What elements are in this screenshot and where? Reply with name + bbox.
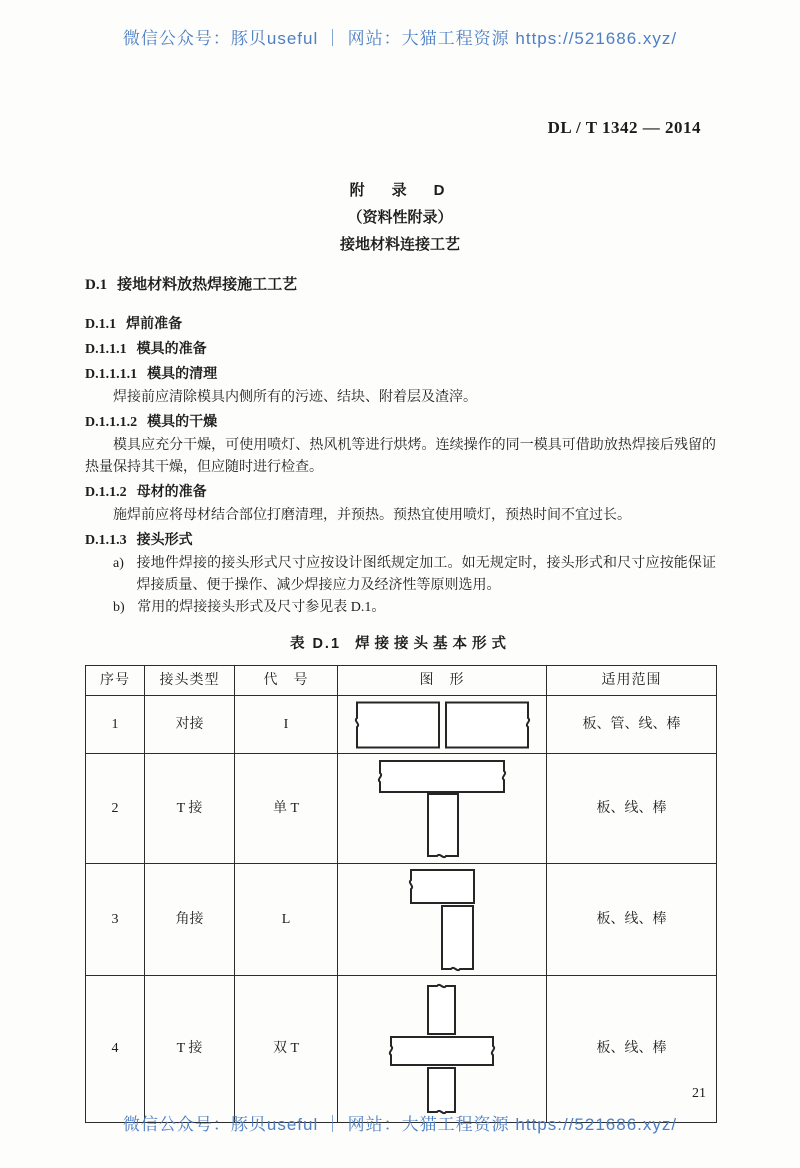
butt-joint-diagram-icon: [351, 700, 534, 750]
appendix-title-block: [0, 177, 800, 258]
list-item-a: [85, 553, 716, 597]
list-marker-a: a): [113, 556, 124, 571]
cell-scope: 板、线、棒: [547, 976, 717, 1123]
section-title: 模具的清理: [147, 365, 218, 381]
table-row: [86, 696, 717, 754]
cell-code: 单 T: [235, 754, 338, 864]
cell-code: 双 T: [235, 976, 338, 1123]
section-heading-d11: [85, 312, 716, 336]
cell-code: I: [235, 696, 338, 754]
top-watermark: 微信公众号：豚贝useful ｜ 网站：大猫工程资源 https://521686.xyz/: [122, 29, 678, 48]
paragraph-base-metal-prep: 施焊前应将母材结合部位打磨清理，并预热。预热宜使用喷灯，预热时间不宜过长。: [113, 508, 631, 523]
weld-joint-table: [85, 665, 717, 1123]
section-heading-d112: [85, 480, 716, 504]
table-caption-text: 焊接接头基本形式: [355, 636, 512, 652]
list-marker-b: b): [113, 600, 125, 615]
cell-joint-type: T 接: [145, 976, 235, 1123]
section-heading-d1: [85, 274, 716, 296]
section-number: D.1.1.1.1: [85, 367, 138, 382]
appendix-label: 附 录 D: [349, 182, 451, 199]
paragraph-mold-drying: 模具应充分干燥，可使用喷灯、热风机等进行烘烤。连续操作的同一模具可借助放热焊接后残留的热量保持其干燥，但应随时进行检查。: [85, 438, 716, 475]
double-t-joint-figure: [340, 983, 544, 1115]
cell-seq: 2: [86, 754, 145, 864]
table-row: [86, 754, 717, 864]
standard-number: DL / T 1342 — 2014: [547, 118, 701, 137]
section-title: 焊前准备: [126, 315, 183, 331]
section-number: D.1.1.3: [85, 533, 127, 548]
butt-joint-figure: [340, 700, 544, 750]
section-title: 母材的准备: [136, 483, 207, 499]
cell-scope: 板、线、棒: [547, 754, 717, 864]
col-header-figure: 图 形: [338, 666, 547, 696]
table-caption-label: 表 D.1: [289, 636, 342, 652]
table-row: [86, 976, 717, 1123]
appendix-type-note: （资料性附录）: [347, 209, 453, 226]
appendix-title: 接地材料连接工艺: [339, 236, 460, 253]
section-heading-d113: [85, 528, 716, 552]
col-header-joint-type: 接头类型: [145, 666, 235, 696]
table-header-row: [86, 666, 717, 696]
bottom-watermark: 微信公众号：豚贝useful ｜ 网站：大猫工程资源 https://521686.xyz/: [122, 1115, 678, 1134]
table-row: [86, 864, 717, 976]
corner-joint-figure: [340, 868, 544, 972]
section-number: D.1.1.1.2: [85, 415, 138, 430]
page-number: 21: [692, 1086, 706, 1101]
cell-joint-type: 对接: [145, 696, 235, 754]
section-number: D.1: [85, 277, 108, 293]
col-header-seq: 序号: [86, 666, 145, 696]
cell-joint-type: 角接: [145, 864, 235, 976]
cell-seq: 4: [86, 976, 145, 1123]
list-text-b: 常用的焊接接头形式及尺寸参见表 D.1。: [137, 600, 386, 615]
single-t-joint-diagram-icon: [374, 759, 510, 859]
section-number: D.1.1: [85, 317, 117, 332]
section-heading-d1112: [85, 410, 716, 434]
corner-joint-diagram-icon: [407, 868, 477, 972]
document-body: [85, 268, 716, 1123]
section-heading-d1111: [85, 362, 716, 386]
double-t-joint-diagram-icon: [386, 983, 498, 1115]
section-number: D.1.1.1: [85, 342, 127, 357]
cell-scope: 板、管、线、棒: [547, 696, 717, 754]
section-number: D.1.1.2: [85, 485, 127, 500]
cell-seq: 3: [86, 864, 145, 976]
section-title: 模具的准备: [136, 340, 207, 356]
table-caption: [85, 633, 716, 655]
col-header-scope: 适用范围: [547, 666, 717, 696]
cell-seq: 1: [86, 696, 145, 754]
paragraph-mold-cleaning: 焊接前应清除模具内侧所有的污迹、结块、附着层及渣滓。: [113, 390, 477, 405]
section-heading-d111: [85, 337, 716, 361]
cell-scope: 板、线、棒: [547, 864, 717, 976]
cell-joint-type: T 接: [145, 754, 235, 864]
single-t-joint-figure: [340, 759, 544, 859]
section-title: 接头形式: [136, 531, 193, 547]
cell-code: L: [235, 864, 338, 976]
list-text-a: 接地件焊接的接头形式尺寸应按设计图纸规定加工。如无规定时，接头形式和尺寸应按能保证焊接质量、便于操作、减少焊接应力及经济性等原则选用。: [136, 556, 716, 593]
section-title: 模具的干燥: [147, 413, 218, 429]
section-title: 接地材料放热焊接施工工艺: [117, 276, 298, 293]
list-item-b: [85, 597, 716, 619]
col-header-code: 代 号: [235, 666, 338, 696]
